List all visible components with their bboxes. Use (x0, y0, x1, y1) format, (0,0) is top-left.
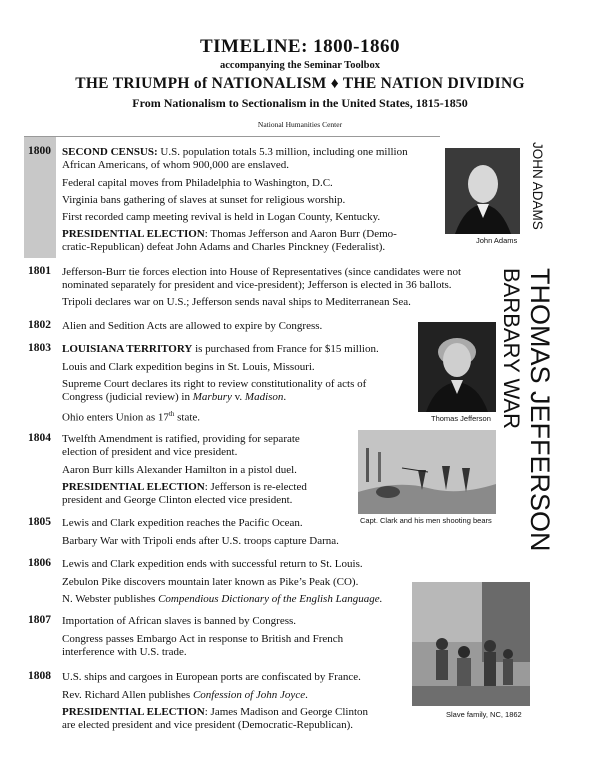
year-label: 1801 (28, 265, 51, 277)
org-name: National Humanities Center (257, 120, 343, 129)
timeline-entry: SECOND CENSUS: U.S. population totals 5.3 million, including one million (62, 146, 408, 158)
timeline-entry: Barbary War with Tripoli ends after U.S. troops capture Darna. (62, 535, 339, 547)
timeline-entry: Federal capital moves from Philadelphia to Washington, D.C. (62, 177, 333, 189)
john-adams-portrait (445, 148, 520, 234)
timeline-entry: N. Webster publishes Compendious Dictionary of the English Language. (62, 593, 383, 605)
year-label: 1806 (28, 557, 51, 569)
year-label: 1800 (28, 145, 51, 157)
timeline-entry: Alien and Sedition Acts are allowed to expire by Congress. (62, 320, 323, 332)
timeline-entry: Congress passes Embargo Act in response to British and French (62, 633, 344, 645)
page-subtitle: accompanying the Seminar Toolbox (220, 60, 380, 71)
timeline-entry: Tripoli declares war on U.S.; Jefferson sends naval ships to Mediterranean Sea. (62, 296, 411, 308)
timeline-entry: African Americans, of whom 900,000 are enslaved. (62, 159, 289, 171)
timeline-entry: LOUISIANA TERRITORY is purchased from France for $15 million. (62, 343, 379, 355)
john-adams-side-label: JOHN ADAMS (530, 142, 545, 230)
timeline-entry: nominated separately for president and vice-president); Jefferson is elected in 36 ballots. (62, 279, 452, 291)
year-label: 1804 (28, 432, 51, 444)
timeline-entry: Aaron Burr kills Alexander Hamilton in a pistol duel. (62, 464, 297, 476)
timeline-entry: Virginia bans gathering of slaves at sunset for religious worship. (62, 194, 346, 206)
slave-family-caption: Slave family, NC, 1862 (446, 710, 522, 719)
year-label: 1808 (28, 670, 51, 682)
timeline-entry: election of president and vice president. (62, 446, 238, 458)
timeline-entry: PRESIDENTIAL ELECTION: Jefferson is re-elected (62, 481, 307, 493)
clark-shooting-bears-engraving (358, 430, 496, 514)
top-rule (24, 136, 440, 137)
timeline-entry: U.S. ships and cargoes in European ports are confiscated by France. (62, 671, 361, 683)
year-label: 1803 (28, 342, 51, 354)
slave-family-photo (412, 582, 530, 706)
timeline-entry: Rev. Richard Allen publishes Confession of John Joyce. (62, 689, 308, 701)
timeline-entry: Supreme Court declares its right to review constitutionality of acts of (62, 378, 367, 390)
year-label: 1805 (28, 516, 51, 528)
thomas-jefferson-caption: Thomas Jefferson (431, 414, 491, 423)
timeline-entry: Lewis and Clark expedition ends with successful return to St. Louis. (62, 558, 363, 570)
timeline-entry: Jefferson-Burr tie forces election into House of Representatives (since candidates were not (62, 266, 462, 278)
timeline-entry: Louis and Clark expedition begins in St. Louis, Missouri. (62, 361, 315, 373)
year-label: 1807 (28, 614, 51, 626)
theme-title: THE TRIUMPH of NATIONALISM ♦ THE NATION DIVIDING (75, 75, 525, 92)
timeline-entry: Twelfth Amendment is ratified, providing for separate (62, 433, 300, 445)
timeline-entry: Congress (judicial review) in Marbury v. Madison. (62, 391, 287, 403)
timeline-entry: PRESIDENTIAL ELECTION: James Madison and George Clinton (62, 706, 368, 718)
year-label: 1802 (28, 319, 51, 331)
timeline-entry: Lewis and Clark expedition reaches the Pacific Ocean. (62, 517, 303, 529)
john-adams-caption: John Adams (476, 236, 518, 245)
timeline-entry: interference with U.S. trade. (62, 646, 187, 658)
thomas-jefferson-portrait (418, 322, 496, 412)
timeline-entry: First recorded camp meeting revival is held in Logan County, Kentucky. (62, 211, 381, 223)
timeline-entry: Importation of African slaves is banned by Congress. (62, 615, 297, 627)
page-title: TIMELINE: 1800-1860 (199, 36, 401, 57)
timeline-entry: are elected president and vice president (Democratic-Republican). (62, 719, 354, 731)
barbary-war-side-label: BARBARY WAR (499, 268, 524, 429)
thomas-jefferson-side-label: THOMAS JEFFERSON (525, 268, 555, 552)
clark-caption: Capt. Clark and his men shooting bears (360, 516, 492, 525)
theme-subtitle: From Nationalism to Sectionalism in the United States, 1815-1850 (132, 96, 468, 110)
timeline-entry: Zebulon Pike discovers mountain later known as Pike’s Peak (CO). (62, 576, 359, 588)
timeline-entry: Ohio enters Union as 17th state. (62, 410, 201, 424)
timeline-entry: president and George Clinton elected vice president. (62, 494, 293, 506)
timeline-entry: cratic-Republican) defeat John Adams and Charles Pinckney (Federalist). (62, 241, 386, 253)
timeline-entry: PRESIDENTIAL ELECTION: Thomas Jefferson and Aaron Burr (Demo- (62, 228, 397, 240)
